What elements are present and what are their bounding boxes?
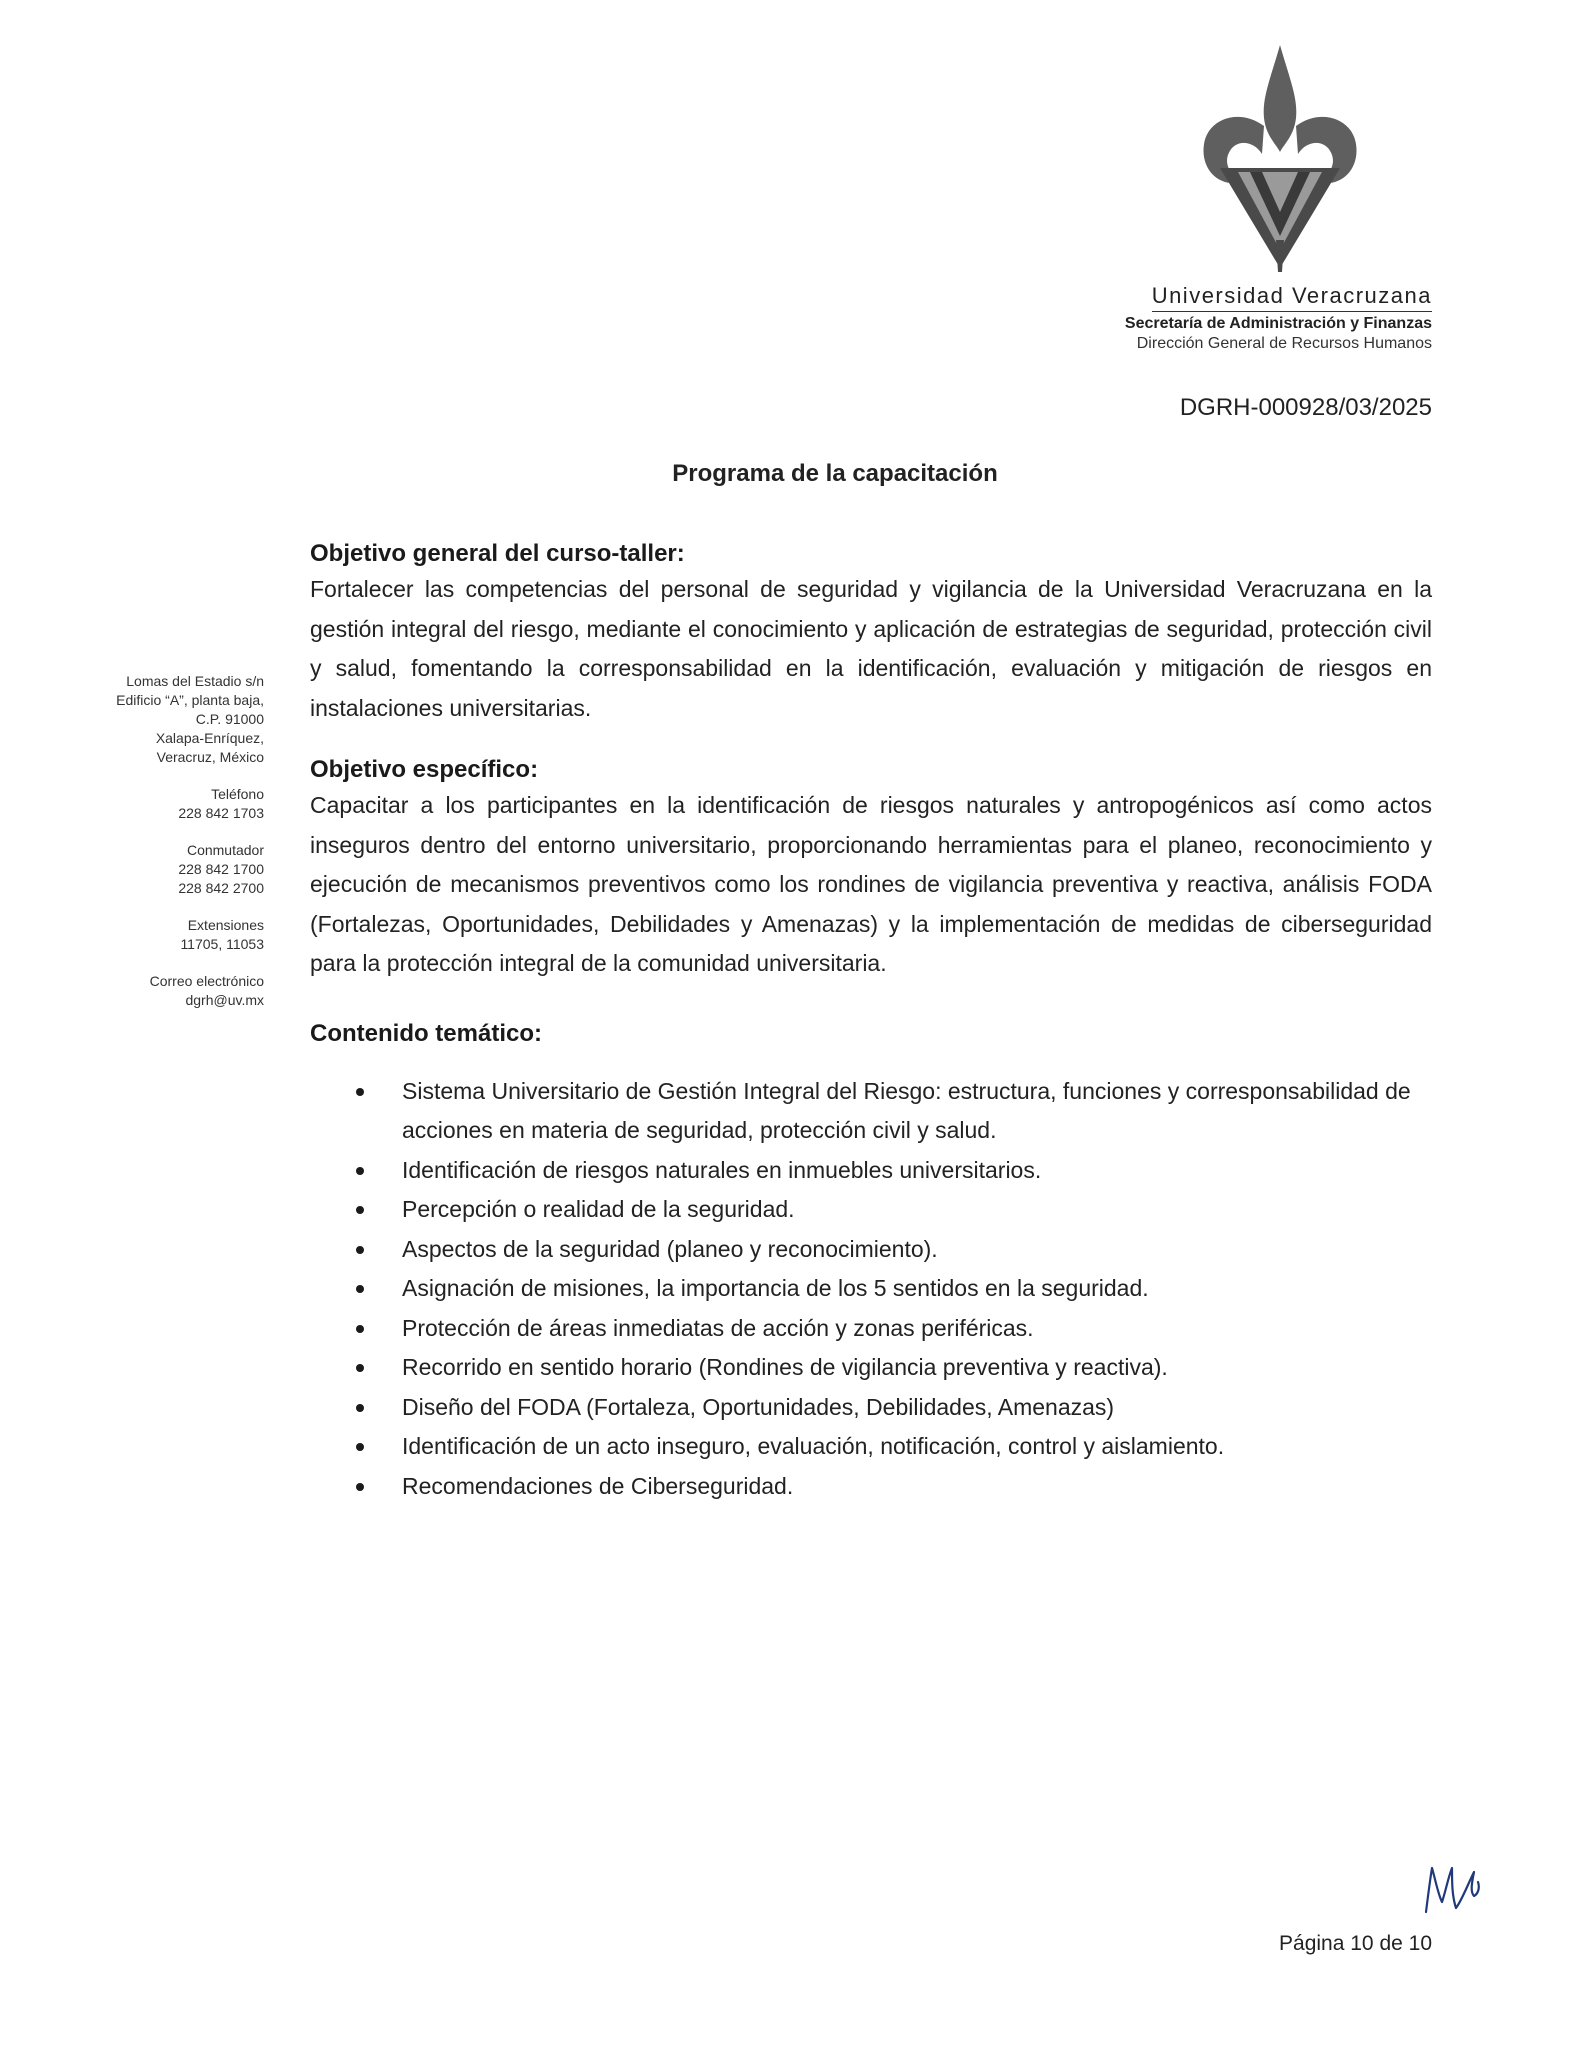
topic-text: Aspectos de la seguridad (planeo y reconocimiento). xyxy=(402,1235,938,1262)
contact-sidebar xyxy=(60,672,264,1028)
address-line: C.P. 91000 xyxy=(195,711,264,727)
address-line: Lomas del Estadio s/n xyxy=(126,673,264,689)
bullet-icon xyxy=(356,1325,364,1333)
bullet-icon xyxy=(356,1404,364,1412)
bullet-icon xyxy=(356,1443,364,1451)
page-number: Página 10 de 10 xyxy=(1279,1932,1432,1955)
general-objective-section xyxy=(310,538,1432,728)
general-objective-text: Fortalecer las competencias del personal de seguridad y vigilancia de la Universidad Veracruzana en la gestión integral del riesgo, mediante el conocimiento y aplicación de estrategias de seguridad, protección civil y salud, fomentando la corresponsabilidad en la identificación, evaluación y mitigación de riesgos en instalaciones universitarias. xyxy=(310,576,1432,721)
specific-objective-heading: Objetivo específico: xyxy=(310,756,539,783)
switchboard-label: Conmutador xyxy=(186,842,264,858)
list-item xyxy=(402,1348,1432,1388)
topic-text: Identificación de riesgos naturales en inmuebles universitarios. xyxy=(402,1156,1042,1183)
general-objective-heading: Objetivo general del curso-taller: xyxy=(310,540,685,567)
topic-text: Protección de áreas inmediatas de acción y zonas periféricas. xyxy=(402,1314,1034,1341)
phone-block xyxy=(60,785,264,823)
topic-text: Sistema Universitario de Gestión Integral del Riesgo: estructura, funciones y corresponsabilidad de acciones en materia de seguridad, protección civil y salud. xyxy=(402,1077,1411,1143)
directorate-name: Dirección General de Recursos Humanos xyxy=(1136,335,1432,352)
email-block xyxy=(60,972,264,1010)
thematic-content-section xyxy=(310,1018,1432,1507)
list-item xyxy=(402,1230,1432,1270)
address-line: Xalapa-Enríquez, xyxy=(155,730,264,746)
list-item xyxy=(402,1151,1432,1191)
university-name: Universidad Veracruzana xyxy=(1152,283,1432,312)
extensions-block xyxy=(60,916,264,954)
thematic-content-heading: Contenido temático: xyxy=(310,1019,542,1047)
bullet-icon xyxy=(356,1167,364,1175)
address-line: Edificio “A”, planta baja, xyxy=(116,692,264,708)
page-title: Programa de la capacitación xyxy=(672,460,998,487)
list-item xyxy=(402,1427,1432,1467)
phone-number: 228 842 1703 xyxy=(178,805,264,821)
list-item xyxy=(402,1269,1432,1309)
bullet-icon xyxy=(356,1364,364,1372)
bullet-icon xyxy=(356,1483,364,1491)
topic-text: Recorrido en sentido horario (Rondines de vigilancia preventiva y reactiva). xyxy=(402,1354,1168,1380)
address-line: Veracruz, México xyxy=(156,749,264,765)
topic-text: Asignación de misiones, la importancia de los 5 sentidos en la seguridad. xyxy=(402,1275,1149,1301)
secretariat-name: Secretaría de Administración y Finanzas xyxy=(1124,315,1432,332)
email-label: Correo electrónico xyxy=(149,973,264,989)
bullet-icon xyxy=(356,1285,364,1293)
list-item xyxy=(402,1388,1432,1428)
bullet-icon xyxy=(356,1246,364,1254)
email-address[interactable]: dgrh@uv.mx xyxy=(185,992,264,1008)
extensions-value: 11705, 11053 xyxy=(180,936,264,952)
document-reference: DGRH-000928/03/2025 xyxy=(1179,394,1432,421)
specific-objective-text: Capacitar a los participantes en la identificación de riesgos naturales y antropogénicos así como actos inseguros dentro del entorno universitario, proporcionando herramientas para el planeo, reconocimiento y ejecución de mecanismos preventivos como los rondines de vigilancia preventiva y reactiva, análisis FODA (Fortalezas, Oportunidades, Debilidades y Amenazas) y la implementación de medidas de ciberseguridad para la protección integral de la comunidad universitaria. xyxy=(310,792,1432,976)
topic-text: Diseño del FODA (Fortaleza, Oportunidades, Debilidades, Amenazas) xyxy=(402,1393,1115,1420)
address-block xyxy=(60,672,264,767)
extensions-label: Extensiones xyxy=(187,917,264,933)
topic-text: Recomendaciones de Ciberseguridad. xyxy=(402,1472,794,1499)
bullet-icon xyxy=(356,1206,364,1214)
list-item xyxy=(402,1467,1432,1507)
switchboard-number: 228 842 1700 xyxy=(178,861,264,877)
bullet-icon xyxy=(356,1088,364,1096)
switchboard-number: 228 842 2700 xyxy=(178,880,264,896)
list-item xyxy=(402,1072,1432,1151)
institution-header xyxy=(1125,283,1432,353)
document-body xyxy=(310,538,1432,1506)
handwritten-initials xyxy=(1418,1850,1488,1920)
phone-label: Teléfono xyxy=(211,786,264,802)
list-item xyxy=(402,1190,1432,1230)
topic-list xyxy=(310,1072,1432,1507)
topic-text: Percepción o realidad de la seguridad. xyxy=(402,1196,795,1222)
list-item xyxy=(402,1309,1432,1349)
specific-objective-section xyxy=(310,754,1432,984)
switchboard-block xyxy=(60,841,264,898)
university-logo xyxy=(1190,40,1370,275)
topic-text: Identificación de un acto inseguro, evaluación, notificación, control y aislamiento. xyxy=(402,1433,1225,1459)
